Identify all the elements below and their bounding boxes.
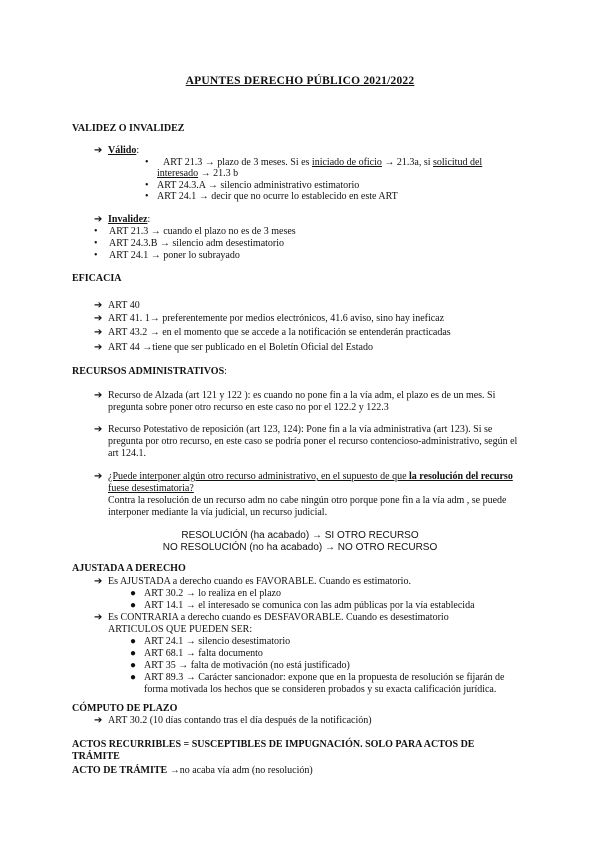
bullet-icon: • — [145, 191, 149, 202]
arrow-icon: ➔ — [94, 327, 103, 338]
bullet-icon: • — [94, 226, 98, 237]
heading-eficacia: EFICACIA — [72, 273, 122, 284]
recurso-reposicion: ➔ Recurso Potestativo de reposición (art 123, 124): Pone fin a la vía administrativa (art 123). Si se — [94, 424, 493, 435]
valido-label: Válido — [108, 145, 137, 156]
acto-tramite-label: ACTO DE TRÁMITE — [72, 765, 168, 776]
ajustada-favorable: ➔ Es AJUSTADA a derecho cuando es FAVORABLE. Cuando es estimatorio. — [94, 576, 411, 587]
invalido-item-2: • ART 24.3.B → silencio adm desestimatorio — [94, 238, 285, 249]
recurso-reposicion-cont-1: pregunta por otro recurso, en este caso se podría poner el recurso contencioso-administrativo, según el — [108, 436, 518, 447]
resolucion-line-1: RESOLUCIÓN (ha acabado) → SI OTRO RECURSO — [181, 530, 419, 541]
ajustada-desfavorable-sub-1: ● ART 24.1 → silencio desestimatorio — [130, 636, 291, 647]
invalido-label: Invalidez — [108, 214, 148, 225]
arrow-icon: ➔ — [94, 145, 103, 156]
bullet-icon: ● — [130, 600, 137, 611]
bullet-icon: ● — [130, 636, 137, 647]
ajustada-favorable-sub-1: ● ART 30.2 → lo realiza en el plazo — [130, 588, 281, 599]
bullet-icon: • — [145, 157, 149, 168]
ajustada-desfavorable-sub-4-cont: forma motivada los hechos que se consideren probados y su exacta calificación jurídica. — [144, 684, 497, 695]
heading-computo: CÓMPUTO DE PLAZO — [72, 703, 178, 714]
valido-item-2: • ART 24.3.A → silencio administrativo estimatorio — [145, 180, 360, 191]
valido-item-1-cont: interesado → 21.3 b — [157, 168, 239, 179]
page-title: APUNTES DERECHO PÚBLICO 2021/2022 — [185, 75, 415, 87]
arrow-icon: ➔ — [94, 342, 103, 353]
valido-item-3: • ART 24.1 → decir que no ocurre lo establecido en este ART — [145, 191, 398, 202]
ajustada-articulos-label: ARTICULOS QUE PUEDEN SER: — [108, 624, 253, 635]
arrow-icon: ➔ — [94, 390, 103, 401]
computo-item: ➔ ART 30.2 (10 días contando tras el día después de la notificación) — [94, 715, 372, 726]
heading-recursos: RECURSOS ADMINISTRATIVOS: — [72, 366, 227, 377]
recurso-pregunta: ➔ ¿Puede interponer algún otro recurso administrativo, en el supuesto de que la resolución del recurso — [94, 471, 513, 482]
bullet-icon: ● — [130, 588, 137, 599]
invalido-line: ➔ Invalidez: — [94, 214, 151, 225]
arrow-icon: ➔ — [94, 471, 103, 482]
arrow-icon: ➔ — [94, 300, 103, 311]
recurso-respuesta-2: interponer mediante la vía judicial, un recurso judicial. — [108, 507, 328, 518]
heading-validez: VALIDEZ O INVALIDEZ — [72, 123, 185, 134]
recurso-alzada: ➔ Recurso de Alzada (art 121 y 122 ): es cuando no pone fin a la vía adm, el plazo es de un mes. Si — [94, 390, 496, 401]
invalido-item-3: • ART 24.1 → poner lo subrayado — [94, 250, 240, 261]
eficacia-item-3: ➔ ART 43.2 → en el momento que se accede a la notificación se entenderán practicadas — [94, 327, 451, 338]
recurso-reposicion-cont-2: art 124.1. — [108, 448, 147, 459]
bullet-icon: • — [94, 250, 98, 261]
valido-line: ➔ Válido: — [94, 145, 140, 156]
arrow-icon: ➔ — [94, 612, 103, 623]
invalido-item-1: • ART 21.3 → cuando el plazo no es de 3 meses — [94, 226, 296, 237]
heading-ajustada: AJUSTADA A DERECHO — [72, 563, 186, 574]
ajustada-desfavorable: ➔ Es CONTRARIA a derecho cuando es DESFAVORABLE. Cuando es desestimatorio — [94, 612, 449, 623]
bullet-icon: ● — [130, 660, 137, 671]
eficacia-item-2: ➔ ART 41. 1→ preferentemente por medios electrónicos, 41.6 aviso, sino hay ineficaz — [94, 313, 445, 324]
bullet-icon: • — [94, 238, 98, 249]
ajustada-desfavorable-sub-4: ● ART 89.3 → Carácter sancionador: expone que en la propuesta de resolución se fijarán de — [130, 672, 505, 683]
arrow-icon: ➔ — [94, 214, 103, 225]
eficacia-item-1: ➔ ART 40 — [94, 300, 140, 311]
recurso-pregunta-cont: fuese desestimatoria? — [108, 483, 194, 494]
resolucion-line-2: NO RESOLUCIÓN (no ha acabado) → NO OTRO RECURSO — [162, 542, 438, 553]
bullet-icon: ● — [130, 648, 137, 659]
eficacia-item-4: ➔ ART 44 →tiene que ser publicado en el Boletín Oficial del Estado — [94, 342, 373, 353]
ajustada-desfavorable-sub-3: ● ART 35 → falta de motivación (no está justificado) — [130, 660, 350, 671]
arrow-icon: ➔ — [94, 424, 103, 435]
recurso-respuesta-1: Contra la resolución de un recurso adm no cabe ningún otro porque pone fin a la vía adm , se puede — [108, 495, 507, 506]
bullet-icon: • — [145, 180, 149, 191]
arrow-icon: ➔ — [94, 313, 103, 324]
ajustada-desfavorable-sub-2: ● ART 68.1 → falta documento — [130, 648, 263, 659]
heading-actos-recurribles: ACTOS RECURRIBLES = SUSCEPTIBLES DE IMPUGNACIÓN. SOLO PARA ACTOS DE — [72, 739, 475, 750]
arrow-icon: ➔ — [94, 715, 103, 726]
valido-item-1: • ART 21.3 → plazo de 3 meses. Si es iniciado de oficio → 21.3a, si solicitud del — [145, 157, 483, 168]
recurso-alzada-cont: pregunta sobre poner otro recurso en este caso no por el 122.2 y 122.3 — [108, 402, 389, 413]
heading-actos-recurribles-cont: TRÁMITE — [72, 751, 120, 762]
ajustada-favorable-sub-2: ● ART 14.1 → el interesado se comunica con las adm públicas por la vía establecida — [130, 600, 475, 611]
acto-tramite-line: ACTO DE TRÁMITE →no acaba vía adm (no resolución) — [72, 765, 313, 776]
bullet-icon: ● — [130, 672, 137, 683]
arrow-icon: ➔ — [94, 576, 103, 587]
